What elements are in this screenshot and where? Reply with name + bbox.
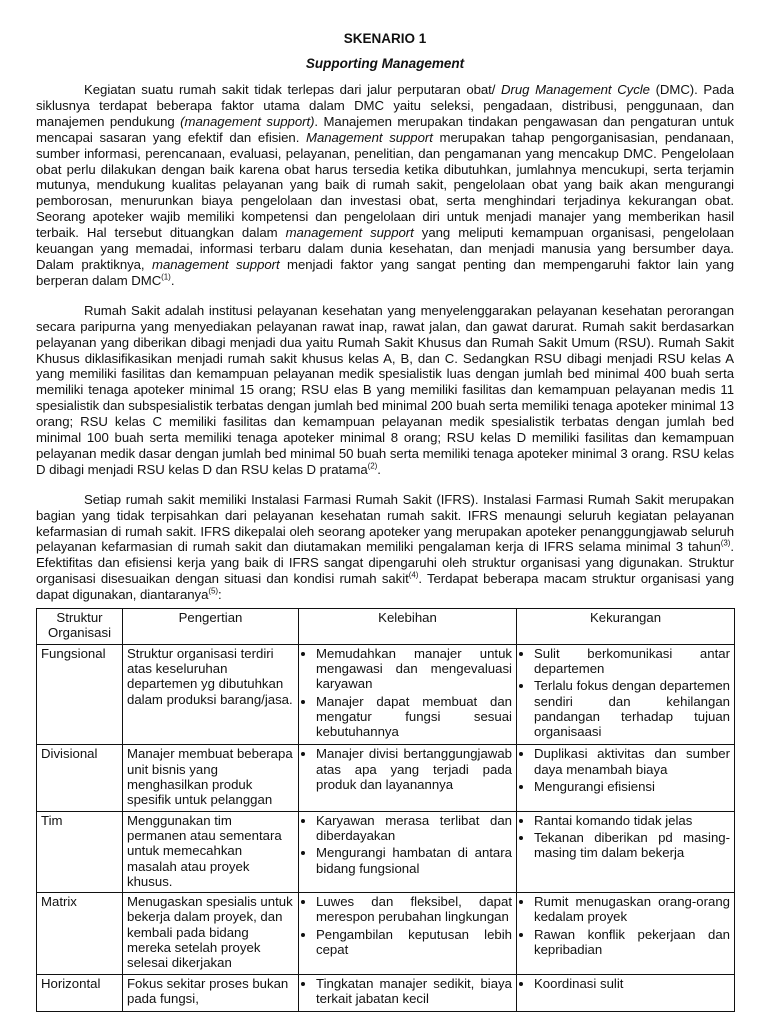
- p3-text-2: . Efektifitas dan efisiensi kerja yang baik di IFRS sangat dipengaruhi oleh struktur organisasi yang digunakan. Struktur organisasi disesuaikan dengan situasi dan kondisi rumah sakit: [36, 539, 734, 587]
- citation-1: (1): [161, 272, 171, 282]
- table-row-horizontal: [37, 974, 735, 1012]
- structure-name: Fungsional: [37, 644, 123, 745]
- p1-text-4: merupakan tahap pengorganisasian, pendanaan, sumber informasi, perencanaan, evaluasi, pelayanan, penelitian, dan pengamanan yang mencakup DMC. Pengelolaan obat perlu dilakukan dengan baik karena obat harus tersedia ketika dibutuhkan, jumlahnya mencukupi, serta terjamin mutunya, mendukung kualitas pelayanan yang baik di rumah sakit, pengelolaan obat yang baik akan mengurangi pemborosan, menurunkan biaya pengelolaan dan investasi obat, serta menghindari terjadinya kekurangan obat. Seorang apoteker wajib memiliki kompetensi dan pengelolaan diri untuk menjadi manajer yang memberikan hasil terbaik. Hal tersebut dituangkan dalam: [36, 129, 734, 241]
- structure-name: Tim: [37, 811, 123, 892]
- table-row-divisional: [37, 745, 735, 811]
- p1-italic-1: Drug Management Cycle: [501, 82, 650, 97]
- advantage-item: • Memudahkan manajer untuk mengawasi dan mengevaluasi karyawan: [316, 646, 512, 692]
- structure-definition: Struktur organisasi terdiri atas keseluruhan departemen yg dibutuhkan dalam produksi barang/jasa.: [123, 644, 299, 745]
- citation-5: (5): [208, 586, 219, 596]
- p1-text-1: Kegiatan suatu rumah sakit tidak terlepas dari jalur perputaran obat/: [84, 82, 502, 97]
- disadvantage-item: • Mengurangi efisiensi: [534, 779, 730, 794]
- p2-end: .: [377, 461, 381, 477]
- definition-text: Fokus sekitar proses bukan pada fungsi,: [127, 975, 289, 1006]
- paragraph-rumah-sakit: [36, 303, 734, 478]
- advantage-item: • Mengurangi hambatan di antara bidang fungsional: [316, 845, 512, 876]
- disadvantage-item: • Rantai komando tidak jelas: [534, 813, 730, 828]
- structure-definition: Menggunakan tim permanen atau sementara untuk memecahkan masalah atau proyek khusus.: [123, 811, 299, 892]
- structure-name: Divisional: [37, 745, 123, 811]
- p1-text-6: menjadi faktor yang sangat penting dan mempengaruhi faktor lain yang berperan dalam DMC: [36, 256, 734, 288]
- citation-2: (2): [367, 461, 378, 471]
- advantages-cell: [299, 745, 517, 811]
- p1-italic-3: Management support: [306, 129, 433, 145]
- p1-text-3: . Manajemen merupakan tindakan pengawasan dan pengaturan untuk mencapai sasaran yang efektif dan efisien.: [36, 113, 734, 145]
- p1-italic-2: (management support): [180, 113, 315, 129]
- table-row-matrix: [37, 893, 735, 974]
- disadvantage-item: • Sulit berkomunikasi antar departemen: [534, 646, 730, 677]
- header-kekurangan: Kekurangan: [517, 609, 735, 645]
- p1-italic-4: management support: [285, 225, 414, 241]
- advantage-item: • Tingkatan manajer sedikit, biaya terkait jabatan kecil: [316, 976, 512, 1007]
- citation-4: (4): [408, 570, 419, 580]
- disadvantage-item: • Rawan konflik pekerjaan dan kepribadian: [534, 927, 730, 958]
- structure-name: Matrix: [37, 893, 123, 974]
- advantage-item: • Manajer dapat membuat dan mengatur fungsi sesuai kebutuhannya: [316, 694, 512, 740]
- disadvantage-item: • Terlalu fokus dengan departemen sendiri dan kehilangan pandangan terhadap tujuan organisaasi: [534, 678, 730, 739]
- disadvantage-item: • Rumit menugaskan orang-orang kedalam proyek: [534, 894, 730, 925]
- disadvantages-cell: [517, 811, 735, 892]
- p1-text-5: yang meliputi kemampuan organisasi, pengelolaan keuangan yang memadai, informasi terbaru dalam dunia kesehatan, dan menjadi manusia yang bersumber daya. Dalam praktiknya,: [36, 225, 735, 272]
- structure-definition: Menugaskan spesialis untuk bekerja dalam proyek, dan kembali pada bidang mereka setelah proyek selesai dikerjakan: [123, 893, 299, 974]
- header-pengertian: Pengertian: [123, 609, 299, 645]
- table-header-row: [37, 609, 735, 645]
- advantage-item: • Pengambilan keputusan lebih cepat: [316, 927, 512, 958]
- p1-end: .: [170, 272, 175, 288]
- p3-text-3: . Terdapat beberapa macam struktur organisasi yang dapat digunakan, diantaranya: [36, 571, 734, 603]
- header-struktur: Struktur Organisasi: [37, 609, 123, 645]
- disadvantages-cell: [517, 745, 735, 811]
- header-kelebihan: Kelebihan: [299, 609, 517, 645]
- advantages-cell: [299, 811, 517, 892]
- document-subtitle: Supporting Management: [305, 56, 465, 71]
- advantages-cell: [299, 644, 517, 745]
- paragraph-dmc: [36, 82, 734, 289]
- document-title: SKENARIO 1: [343, 31, 427, 46]
- advantage-item: • Karyawan merasa terlibat dan diberdayakan: [316, 813, 512, 844]
- advantages-cell: [299, 893, 517, 974]
- advantage-item: • Luwes dan fleksibel, dapat merespon perubahan lingkungan: [316, 894, 512, 925]
- citation-3: (3): [720, 539, 731, 549]
- structure-definition: [123, 974, 299, 1012]
- structure-definition: Manajer membuat beberapa unit bisnis yang menghasilkan produk spesifik untuk pelanggan: [123, 745, 299, 811]
- advantages-cell: [299, 974, 517, 1012]
- structure-name: Horizontal: [37, 974, 123, 1012]
- p1-italic-5: management support: [152, 256, 280, 272]
- disadvantage-item: • Duplikasi aktivitas dan sumber daya menambah biaya: [534, 746, 730, 777]
- advantage-item: • Manajer divisi bertanggungjawab atas apa yang terjadi pada produk dan layanannya: [316, 746, 512, 792]
- disadvantage-item: • Koordinasi sulit: [534, 976, 730, 991]
- document-page: [36, 30, 734, 1012]
- p3-text-1: Setiap rumah sakit memiliki Instalasi Farmasi Rumah Sakit (IFRS). Instalasi Farmasi Rumah Sakit merupakan bagian yang tidak terpisahkan dari pelayanan kesehatan rumah sakit. IFRS menaungi seluruh kegiatan pelayanan kefarmasian di rumah sakit. IFRS dikepalai oleh seorang apoteker yang merupakan apoteker penanggungjawab seluruh pelayanan kefarmasian di rumah sakit dan diutamakan memiliki pengalaman kerja di IFRS selama minimal 3 tahun: [36, 491, 734, 555]
- p2-text: Rumah Sakit adalah institusi pelayanan kesehatan yang menyelenggarakan pelayanan kesehatan perorangan secara paripurna yang menyediakan pelayanan rawat inap, rawat jalan, dan gawat darurat. Rumah sakit berdasarkan pelayanan yang diberikan dibagi menjadi dua yaitu Rumah Sakit Khusus dan Rumah Sakit Umum (RSU). Rumah Sakit Khusus diklasifikasikan menjadi rumah sakit khusus kelas A, B, dan C. Sedangkan RSU dibagi menjadi RSU kelas A yang memiliki fasilitas dan kemampuan pelayanan medik spesialistik luas dengan jumlah bed minimal 400 buah serta memiliki tenaga apoteker minimal 15 orang; RSU elas B yang memiliki fasilitas dan kemampuan pelayanan medis 11 spesialistik dan subspesialistik terbatas dengan jumlah bed minimal 200 buah serta memiliki tenaga apoteker minimal 13 orang; RSU kelas C memiliki fasilitas dan kemampuan pelayanan medik spesialistik terbatas dengan jumlah bed minimal 100 buah serta memiliki tenaga apoteker minimal 8 orang; RSU kelas D memiliki fasilitas dan kemampuan pelayanan medik dasar dengan jumlah bed minimal 50 buah serta memiliki tenaga apoteker minimal 3 orang. RSU kelas D dibagi menjadi RSU kelas D dan RSU kelas D pratama: [36, 302, 734, 477]
- table-row-tim: [37, 811, 735, 892]
- paragraph-ifrs: [36, 492, 734, 603]
- p3-end: :: [218, 587, 222, 603]
- organization-structure-table: [36, 608, 735, 1012]
- table-row-fungsional: [37, 644, 735, 745]
- disadvantage-item: • Tekanan diberikan pd masing-masing tim dalam bekerja: [534, 830, 730, 861]
- disadvantages-cell: [517, 974, 735, 1012]
- disadvantages-cell: [517, 644, 735, 745]
- disadvantages-cell: [517, 893, 735, 974]
- p1-text-2: (DMC). Pada siklusnya terdapat beberapa faktor utama dalam DMC yaitu seleksi, pengadaan, distribusi, penggunaan, dan manajemen pendukung: [36, 82, 734, 129]
